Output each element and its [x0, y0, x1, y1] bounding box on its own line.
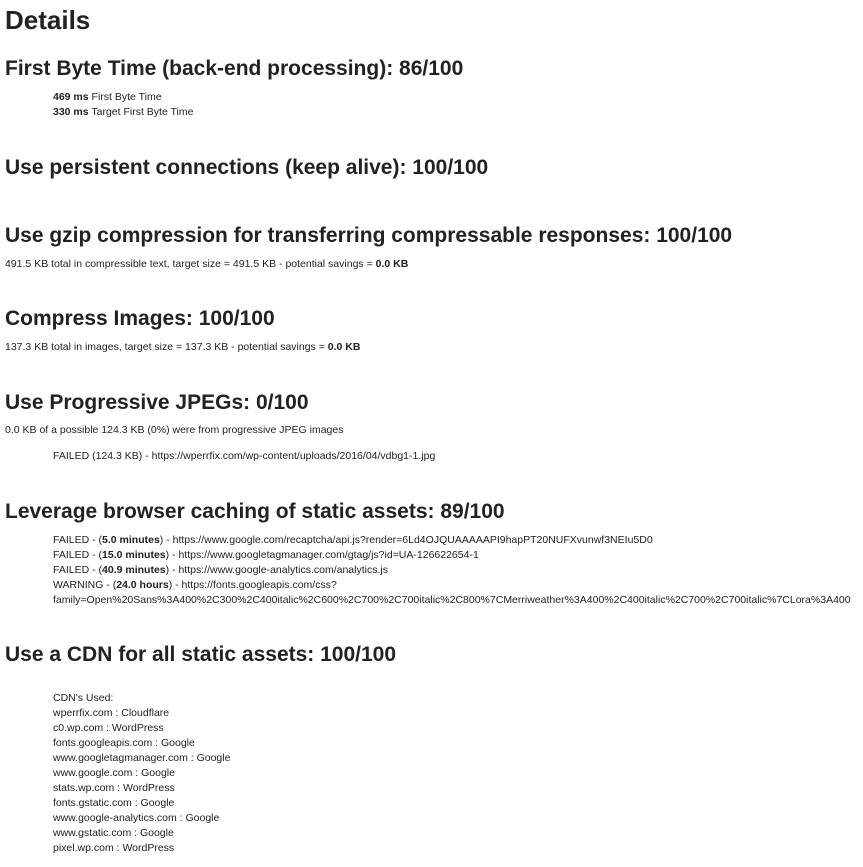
page-title: Details: [5, 5, 91, 35]
cdn-item: wperrfix.com : Cloudflare: [53, 707, 170, 719]
cdn-item: www.googletagmanager.com : Google: [53, 752, 231, 764]
caching-item-url: ) - https://www.googletagmanager.com/gtag/js?id=UA-126622654-1: [165, 549, 479, 561]
caching-item-url: ) - https://www.google.com/recaptcha/api.js?render=6Ld4OJQUAAAAAPI9hapPT20NUFXvunwf3NEIu5D0: [159, 534, 653, 546]
cdn-item: www.google-analytics.com : Google: [53, 812, 220, 824]
gzip-savings: 0.0 KB: [375, 258, 409, 270]
compress-images-savings: 0.0 KB: [327, 341, 361, 353]
gzip-summary: [5, 257, 408, 272]
caching-item-status: FAILED - (: [53, 534, 103, 546]
caching-item-duration: 40.9 minutes: [102, 564, 166, 576]
cdn-list: [53, 706, 230, 856]
first-byte-label: First Byte Time: [88, 91, 162, 103]
first-byte-heading: First Byte Time (back-end processing): 86/100: [5, 57, 464, 80]
cdn-heading: Use a CDN for all static assets: 100/100: [5, 643, 397, 666]
gzip-heading: Use gzip compression for transferring compressable responses: 100/100: [5, 224, 733, 247]
cdn-item: fonts.gstatic.com : Google: [53, 797, 175, 809]
cdn-item: fonts.googleapis.com : Google: [53, 737, 195, 749]
cdn-item: c0.wp.com : WordPress: [53, 722, 164, 734]
cdn-item: stats.wp.com : WordPress: [53, 782, 175, 794]
first-byte-value: 469 ms: [53, 91, 89, 103]
caching-item-continuation: family=Open%20Sans%3A400%2C300%2C400italic%2C600%2C700%2C700italic%2C800%7CMerriweather%3A400%2C400italic%2C700%2C700italic%7CLora%3A400: [53, 594, 851, 606]
compress-images-summary-text: 137.3 KB total in images, target size = 137.3 KB - potential savings =: [5, 341, 328, 353]
caching-item-status: FAILED - (: [53, 564, 103, 576]
caching-item: [53, 578, 851, 593]
caching-item-url: ) - https://fonts.googleapis.com/css?: [168, 579, 337, 591]
progressive-jpegs-summary: 0.0 KB of a possible 124.3 KB (0%) were from progressive JPEG images: [5, 424, 344, 436]
caching-item-duration: 15.0 minutes: [102, 549, 166, 561]
target-first-byte-label: Target First Byte Time: [88, 106, 194, 118]
cdn-label: CDN's Used:: [53, 692, 114, 704]
caching-heading: Leverage browser caching of static assets: 89/100: [5, 500, 505, 523]
caching-item-duration: 5.0 minutes: [102, 534, 160, 546]
keep-alive-heading: Use persistent connections (keep alive): 100/100: [5, 156, 489, 179]
caching-item-status: FAILED - (: [53, 549, 103, 561]
cdn-item: www.google.com : Google: [53, 767, 175, 779]
compress-images-summary: [5, 340, 360, 355]
caching-list: [53, 533, 851, 608]
caching-item: [53, 548, 851, 563]
caching-item-url: ) - https://www.google-analytics.com/analytics.js: [165, 564, 388, 576]
target-first-byte-row: [53, 105, 193, 120]
caching-item: [53, 563, 851, 578]
progressive-jpegs-heading: Use Progressive JPEGs: 0/100: [5, 391, 309, 414]
gzip-summary-text: 491.5 KB total in compressible text, target size = 491.5 KB - potential savings =: [5, 258, 376, 270]
cdn-item: www.gstatic.com : Google: [53, 827, 174, 839]
target-first-byte-value: 330 ms: [53, 106, 89, 118]
first-byte-row: [53, 90, 162, 105]
caching-item: [53, 533, 851, 548]
compress-images-heading: Compress Images: 100/100: [5, 307, 275, 330]
cdn-item: pixel.wp.com : WordPress: [53, 842, 175, 854]
caching-item-status: WARNING - (: [53, 579, 117, 591]
caching-item-duration: 24.0 hours: [116, 579, 169, 591]
progressive-jpegs-failed-item: FAILED (124.3 KB) - https://wperrfix.com/wp-content/uploads/2016/04/vdbg1-1.jpg: [53, 450, 436, 462]
